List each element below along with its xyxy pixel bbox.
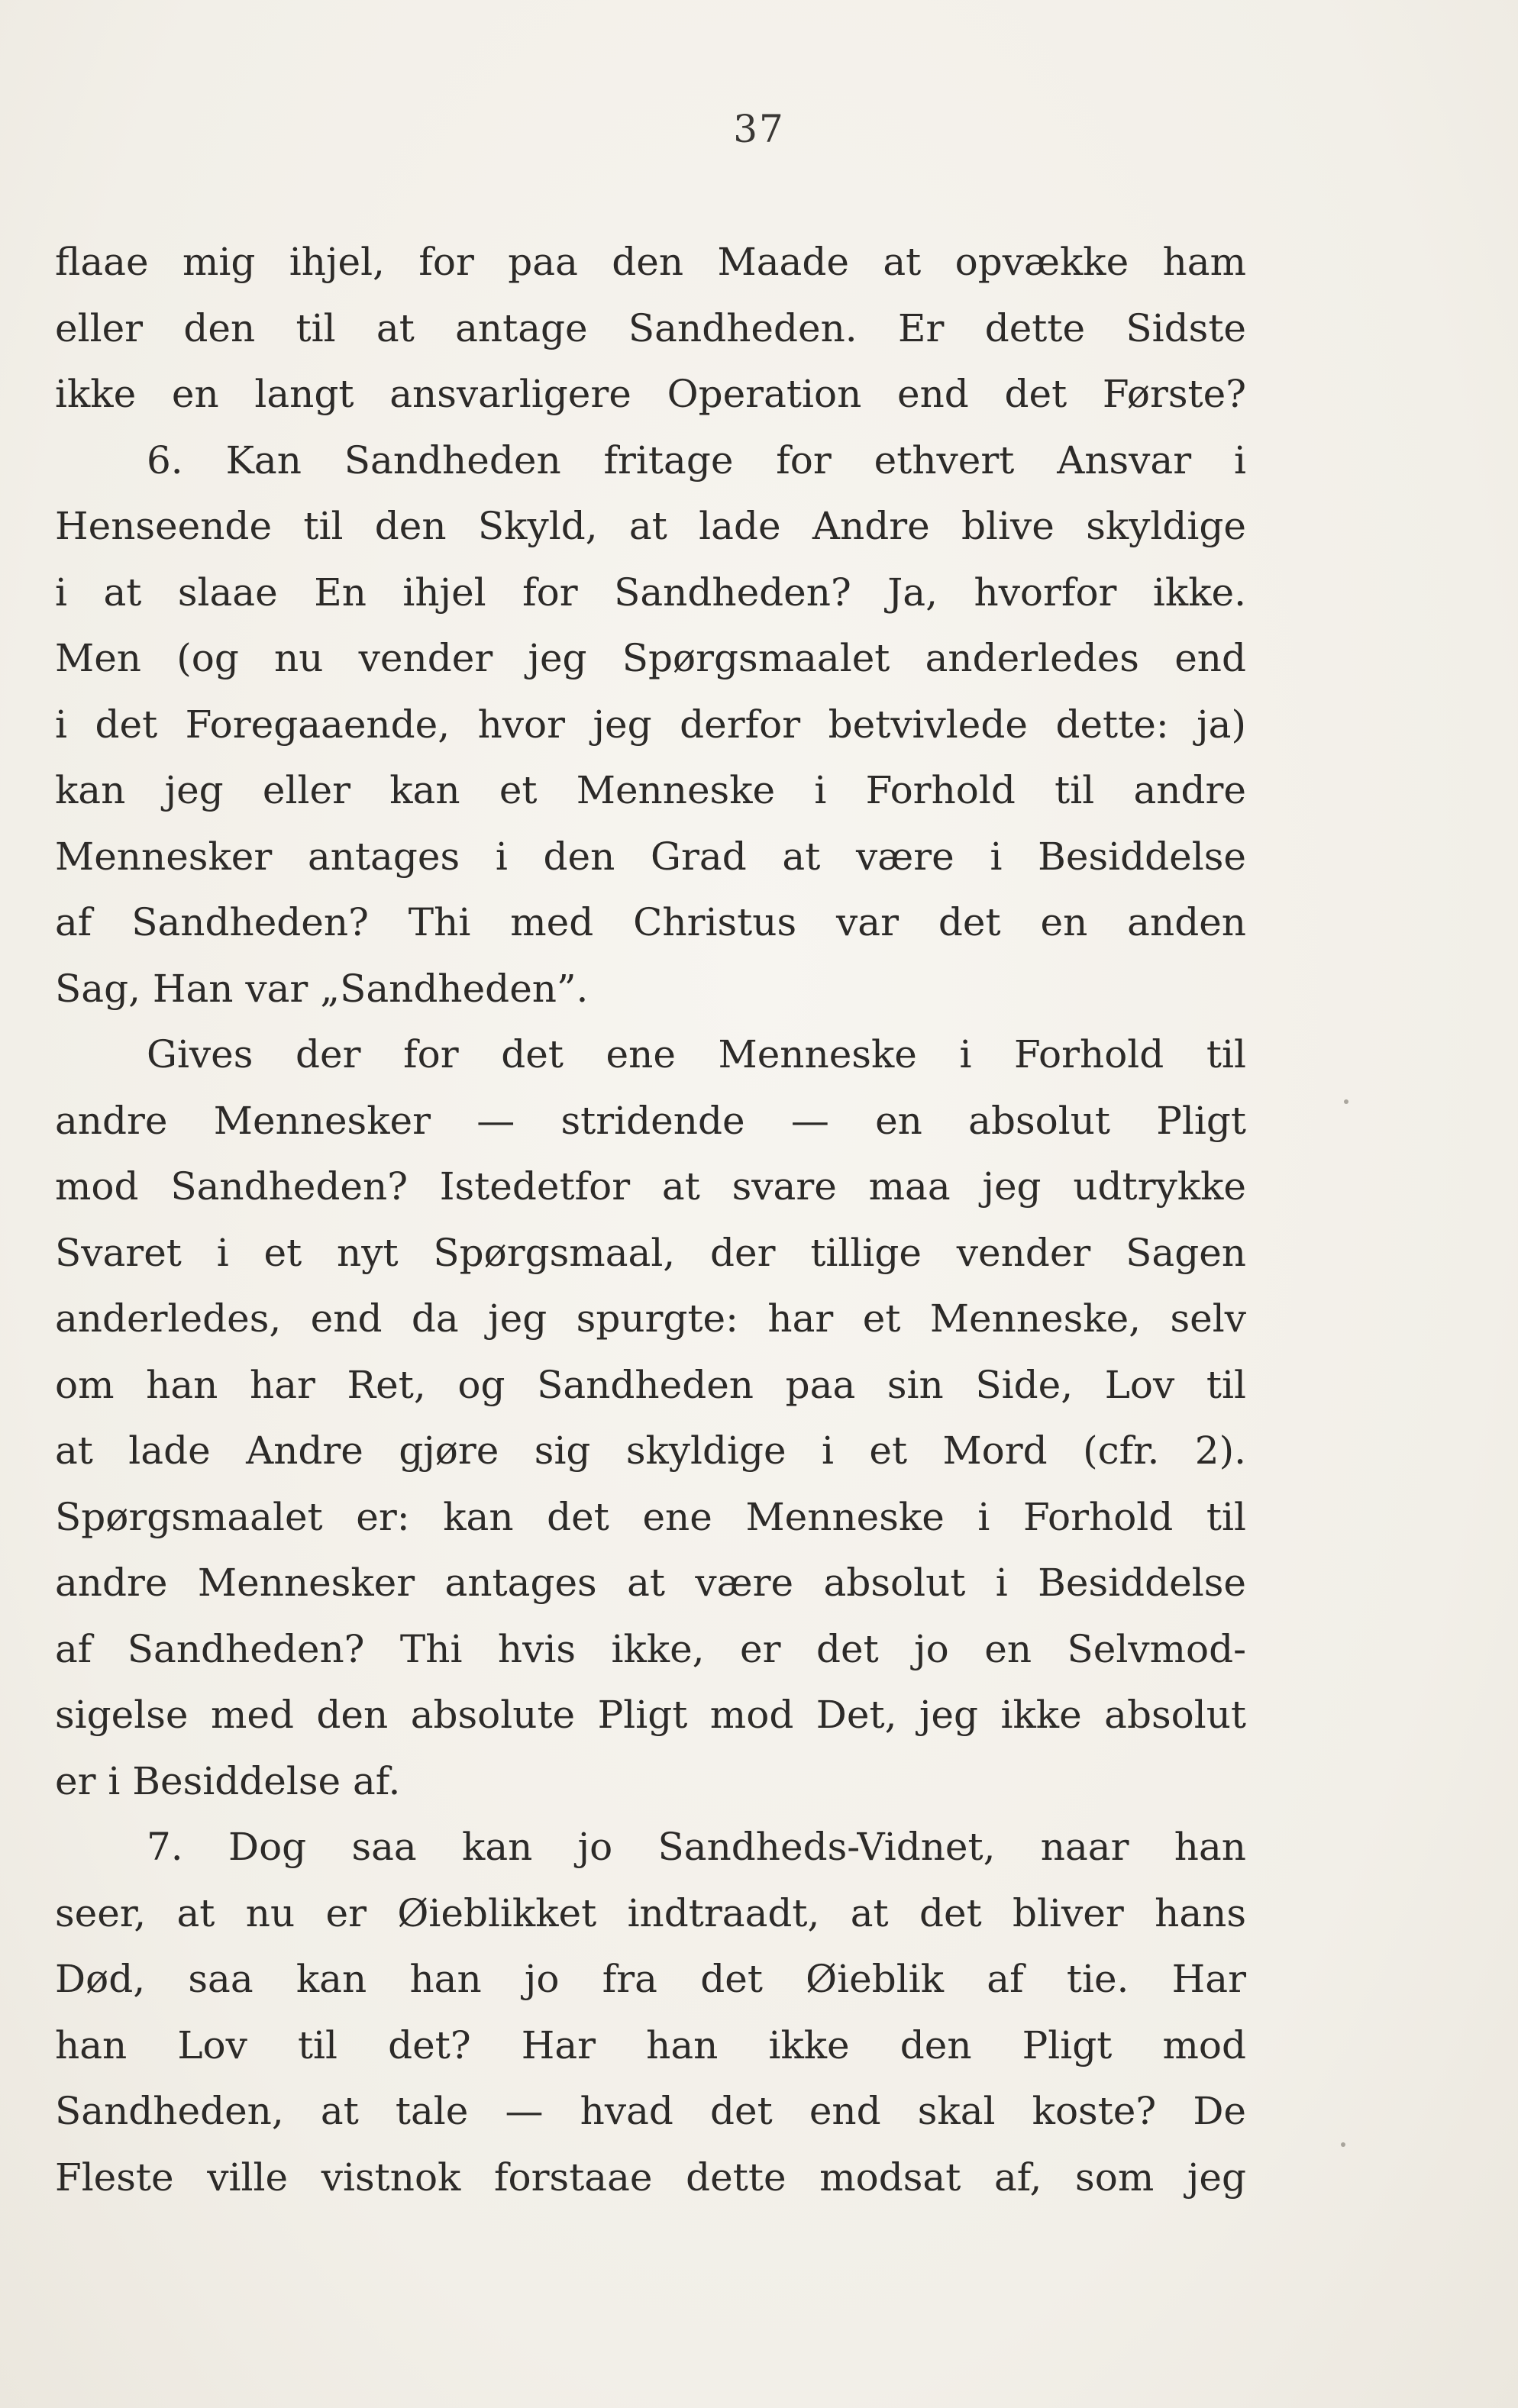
text-line: mod Sandheden? Istedetfor at svare maa jeg udtrykke	[55, 1164, 1246, 1209]
text-line: af Sandheden? Thi hvis ikke, er det jo en Selvmod-	[55, 1626, 1246, 1671]
text-line: at lade Andre gjøre sig skyldige i et Mord (cfr. 2).	[55, 1428, 1246, 1473]
text-line: han Lov til det? Har han ikke den Pligt mod	[55, 2022, 1246, 2067]
text-line: andre Mennesker antages at være absolut i Besiddelse	[55, 1561, 1246, 1605]
text-line: seer, at nu er Øieblikket indtraadt, at det bliver hans	[55, 1890, 1246, 1935]
text-line: ikke en langt ansvarligere Operation end det Første?	[55, 372, 1246, 416]
paragraph-6-start: 6. Kan Sandheden fritage for ethvert Ansvar i	[147, 437, 1246, 483]
print-speck	[1344, 1099, 1348, 1104]
text-line: er i Besiddelse af.	[55, 1758, 401, 1803]
text-line: af Sandheden? Thi med Christus var det en anden	[55, 900, 1246, 944]
text-line: i at slaae En ihjel for Sandheden? Ja, hvorfor ikke.	[55, 570, 1246, 615]
paragraph-7-start: 7. Dog saa kan jo Sandheds-Vidnet, naar han	[147, 1825, 1246, 1869]
text-line: kan jeg eller kan et Menneske i Forhold til andre	[55, 768, 1246, 812]
text-line: Spørgsmaalet er: kan det ene Menneske i Forhold til	[55, 1494, 1246, 1539]
text-line: Svaret i et nyt Spørgsmaal, der tillige vender Sagen	[55, 1230, 1246, 1275]
text-line: Sag, Han var „Sandheden”.	[55, 966, 589, 1011]
paragraph-start: Gives der for det ene Menneske i Forhold til	[147, 1032, 1246, 1076]
text-line: Død, saa kan han jo fra det Øieblik af tie. Har	[55, 1957, 1246, 2001]
text-line: om han har Ret, og Sandheden paa sin Side, Lov til	[55, 1362, 1246, 1407]
text-line: sigelse med den absolute Pligt mod Det, jeg ikke absolut	[55, 1693, 1246, 1737]
text-line: anderledes, end da jeg spurgte: har et Menneske, selv	[55, 1296, 1246, 1341]
text-line: i det Foregaaende, hvor jeg derfor betvivlede dette: ja)	[55, 702, 1246, 747]
page-number: 37	[733, 107, 785, 151]
print-speck	[1341, 2142, 1345, 2147]
text-line: eller den til at antage Sandheden. Er dette Sidste	[55, 305, 1246, 350]
text-line: andre Mennesker — stridende — en absolut Pligt	[55, 1098, 1246, 1143]
text-line: Fleste ville vistnok forstaae dette modsat af, som jeg	[55, 2155, 1246, 2200]
body-text	[55, 229, 1246, 2210]
text-line: Sandheden, at tale — hvad det end skal koste? De	[55, 2089, 1246, 2133]
text-line: Men (og nu vender jeg Spørgsmaalet anderledes end	[55, 636, 1246, 680]
text-line: Mennesker antages i den Grad at være i Besiddelse	[55, 834, 1246, 879]
text-line: flaae mig ihjel, for paa den Maade at opvække ham	[55, 240, 1246, 284]
text-line: Henseende til den Skyld, at lade Andre blive skyldige	[55, 504, 1246, 548]
